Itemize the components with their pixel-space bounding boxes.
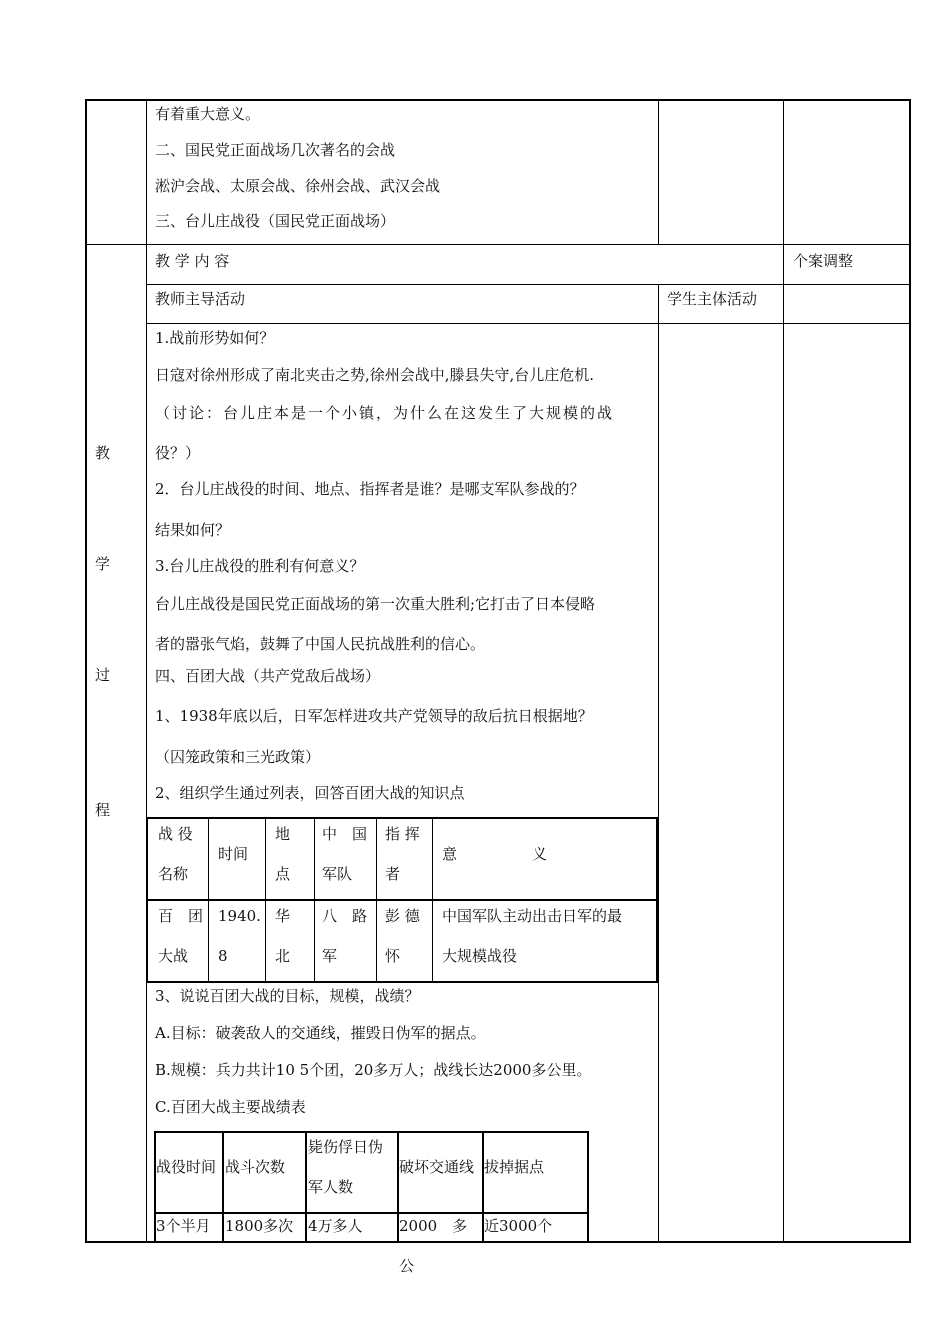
body-p12: （囚笼政策和三光政策）: [155, 748, 321, 766]
t2-h2: 战斗次数: [225, 1158, 286, 1176]
body-p1: 1.战前形势如何？: [155, 329, 275, 347]
t1-h1b: 名称: [158, 865, 189, 883]
body-p14: 3、说说百团大战的目标，规模，战绩？: [155, 987, 420, 1005]
t1-h5b: 者: [385, 865, 401, 883]
t2-r4: 2000 多 公: [399, 1217, 482, 1275]
header-adjust: 个案调整: [793, 252, 854, 270]
t2-h1: 战役时间: [156, 1158, 217, 1176]
t1-h3b: 点: [275, 865, 291, 883]
body-p15: A.目标：破袭敌人的交通线，摧毁日伪军的据点。: [155, 1024, 486, 1042]
body-p4: 役？）: [155, 444, 201, 462]
col-divider-1: [146, 99, 147, 1243]
t1-h2: 时间: [218, 845, 249, 863]
outer-top-border: [85, 99, 911, 101]
outer-right-border: [909, 99, 911, 1243]
side-char-1: 教: [95, 444, 111, 462]
campaign-table: [146, 817, 658, 983]
t1-r3b: 北: [275, 947, 291, 965]
t2-r5: 近3000个: [484, 1217, 553, 1235]
t1-r4a: 八 路: [322, 907, 368, 925]
body-p8: 台儿庄战役是国民党正面战场的第一次重大胜利;它打击了日本侵略: [155, 595, 596, 613]
body-p2: 日寇对徐州形成了南北夹击之势,徐州会战中,滕县失守,台儿庄危机.: [155, 366, 595, 384]
t1-r1b: 大战: [158, 947, 189, 965]
t1-r3a: 华: [275, 907, 291, 925]
row-divider-3: [146, 323, 911, 324]
t1-r6a: 中国军队主动出击日军的最: [442, 907, 623, 925]
t1-r2b: 8: [218, 947, 228, 965]
t2-h5: 拔掉据点: [484, 1158, 545, 1176]
body-p6: 结果如何？: [155, 521, 231, 539]
t1-h4b: 军队: [322, 865, 353, 883]
body-p13: 2、组织学生通过列表，回答百团大战的知识点: [155, 784, 465, 802]
body-p3: （讨论：台儿庄本是一个小镇，为什么在这发生了大规模的战: [155, 404, 615, 422]
row-divider-2: [146, 284, 911, 285]
top-line-4: 三、台儿庄战役（国民党正面战场）: [155, 212, 396, 230]
t2-h3a: 毙伤俘日伪: [308, 1138, 384, 1156]
col-divider-2-top: [658, 99, 659, 245]
top-line-3: 淞沪会战、太原会战、徐州会战、武汉会战: [155, 177, 441, 195]
t1-h3a: 地: [275, 825, 291, 843]
t1-r5b: 怀: [385, 947, 401, 965]
t1-h4a: 中 国: [322, 825, 368, 843]
t1-r5a: 彭 德: [385, 907, 420, 925]
t1-h1a: 战 役: [158, 825, 193, 843]
results-table: [154, 1131, 589, 1275]
t1-h6: 意 义: [442, 845, 548, 863]
side-char-3: 过: [95, 666, 111, 684]
col-divider-2-bottom: [658, 284, 659, 1243]
body-p17: C.百团大战主要战绩表: [155, 1098, 306, 1116]
t2-r3: 4万多人: [308, 1217, 363, 1235]
side-char-2: 学: [95, 555, 111, 573]
t2-h4: 破坏交通线: [399, 1158, 475, 1176]
body-p7: 3.台儿庄战役的胜利有何意义？: [155, 557, 365, 575]
row-divider-1: [85, 244, 911, 245]
t1-r2a: 1940.: [218, 907, 261, 925]
outer-left-border: [85, 99, 87, 1243]
body-p10: 四、百团大战（共产党敌后战场）: [155, 667, 381, 685]
header-content: 教 学 内 容: [155, 252, 230, 270]
header-student: 学生主体活动: [667, 290, 758, 308]
t2-r2: 1800多次: [225, 1217, 294, 1235]
t1-h5a: 指 挥: [385, 825, 420, 843]
col-divider-3: [783, 99, 784, 1243]
t1-r4b: 军: [322, 947, 338, 965]
body-p11: 1、1938年底以后，日军怎样进攻共产党领导的敌后抗日根据地？: [155, 707, 593, 725]
body-p16: B.规模：兵力共计10 5个团，20多万人；战线长达2000多公里。: [155, 1061, 592, 1079]
body-p9: 者的嚣张气焰，鼓舞了中国人民抗战胜利的信心。: [155, 635, 486, 653]
t1-r1a: 百 团: [158, 907, 204, 925]
body-p5: 2．台儿庄战役的时间、地点、指挥者是谁？是哪支军队参战的？: [155, 480, 585, 498]
t2-col-2: [305, 1133, 307, 1241]
t2-r1: 3个半月: [156, 1217, 211, 1235]
t2-h3b: 军人数: [308, 1178, 354, 1196]
top-line-1: 有着重大意义。: [155, 105, 261, 123]
top-line-2: 二、国民党正面战场几次著名的会战: [155, 141, 396, 159]
header-teacher: 教师主导活动: [155, 290, 246, 308]
t2-col-1: [222, 1133, 224, 1241]
t1-r6b: 大规模战役: [442, 947, 518, 965]
side-char-4: 程: [95, 801, 111, 819]
